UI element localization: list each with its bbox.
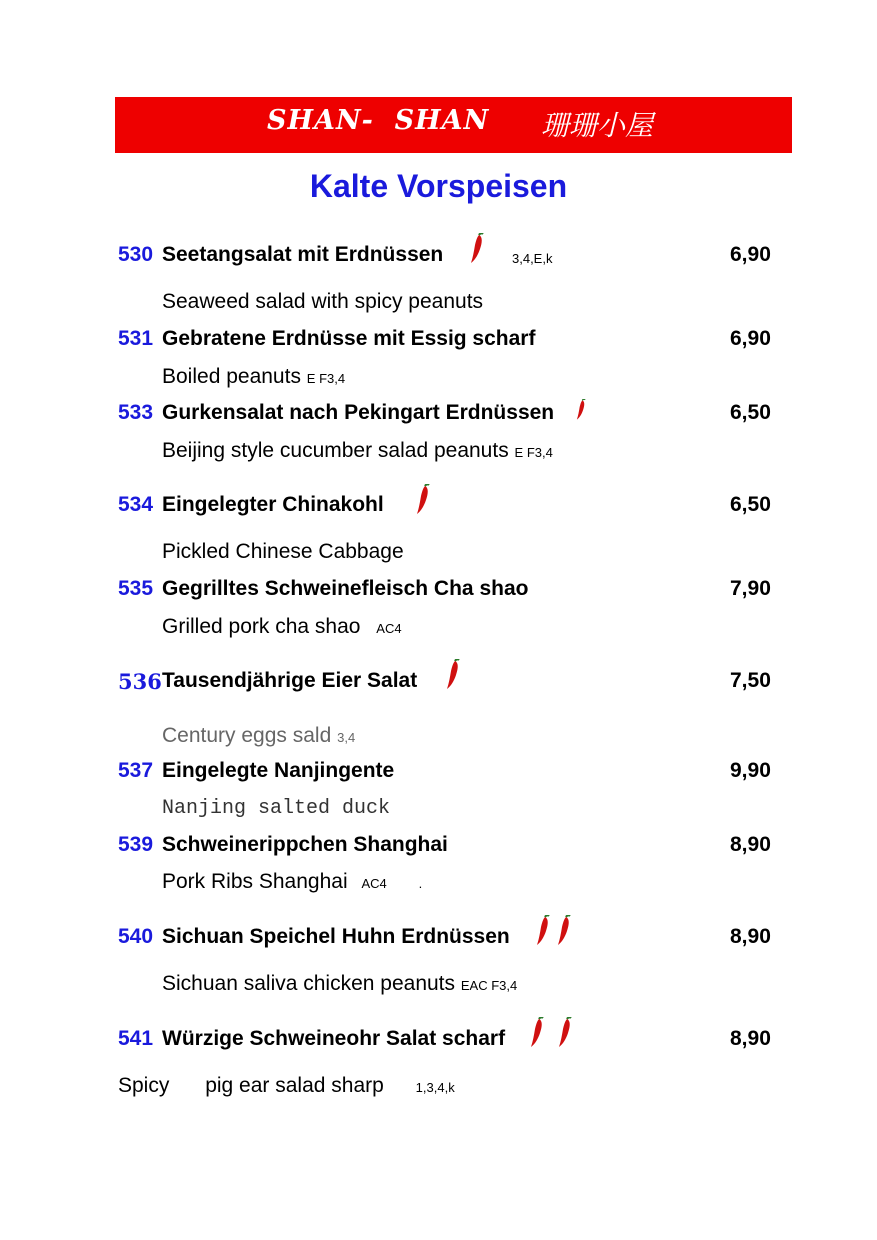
- description-trailing: .: [418, 876, 423, 891]
- item-price: 8,90: [730, 833, 771, 856]
- chili-icon: [574, 399, 588, 421]
- menu-item: [118, 669, 798, 699]
- item-number: 541: [118, 1027, 154, 1050]
- description-allergens: 3,4: [337, 730, 356, 745]
- description-text: pig ear salad sharp: [205, 1074, 384, 1097]
- item-name: Gebratene Erdnüsse mit Essig scharf: [162, 327, 536, 350]
- item-price: 6,90: [730, 243, 771, 266]
- item-number: 537: [118, 759, 154, 782]
- restaurant-name-latin: SHAN- SHAN: [267, 105, 490, 136]
- item-description: [162, 972, 517, 996]
- item-number: 535: [118, 577, 154, 600]
- menu-item: [118, 925, 798, 955]
- item-name: Gegrilltes Schweinefleisch Cha shao: [162, 577, 529, 600]
- description-allergens: E F3,4: [514, 445, 553, 460]
- description-text: Nanjing salted duck: [162, 797, 391, 820]
- menu-item: [118, 833, 798, 863]
- restaurant-name-chinese: 珊珊小屋: [541, 109, 654, 142]
- description-allergens: AC4: [376, 621, 402, 636]
- description-text: Seaweed salad with spicy peanuts: [162, 290, 484, 313]
- item-name: Eingelegte Nanjingente: [162, 759, 395, 782]
- item-price: 8,90: [730, 925, 771, 948]
- description-word-1: Spicy: [118, 1074, 170, 1097]
- chili-icon: [528, 1017, 546, 1049]
- chili-icon: [414, 484, 432, 516]
- item-name: Eingelegter Chinakohl: [162, 493, 384, 516]
- item-price: 6,90: [730, 327, 771, 350]
- menu-item: [118, 577, 798, 607]
- menu-item: [118, 493, 798, 523]
- item-number: 540: [118, 925, 154, 948]
- item-description: [162, 724, 355, 748]
- menu-item: [118, 1027, 798, 1057]
- description-text: Beijing style cucumber salad peanuts: [162, 439, 509, 462]
- description-text: Century eggs sald: [162, 724, 332, 747]
- item-name: Tausendjährige Eier Salat: [162, 669, 418, 692]
- description-text: Pork Ribs Shanghai: [162, 870, 348, 893]
- description-allergens: E F3,4: [306, 371, 346, 386]
- item-number: 533: [118, 401, 154, 424]
- chili-icon: [555, 915, 573, 947]
- section-heading: Kalte Vorspeisen: [309, 168, 568, 204]
- item-number: 531: [118, 327, 154, 350]
- chili-icon: [556, 1017, 574, 1049]
- item-number: 530: [118, 243, 154, 266]
- item-description: [162, 439, 553, 463]
- chili-icon: [534, 915, 552, 947]
- item-number: 536: [118, 669, 162, 694]
- restaurant-banner: [115, 97, 792, 153]
- item-number: 539: [118, 833, 154, 856]
- item-name: Schweinerippchen Shanghai: [162, 833, 448, 856]
- description-text: Sichuan saliva chicken peanuts: [162, 972, 456, 995]
- menu-item: [118, 243, 798, 273]
- item-price: 7,50: [730, 669, 771, 692]
- menu-item: [118, 401, 798, 431]
- item-price: 6,50: [730, 401, 771, 424]
- item-description: [162, 615, 402, 639]
- description-text: Pickled Chinese Cabbage: [162, 540, 404, 563]
- item-description: [162, 540, 404, 564]
- item-price: 7,90: [730, 577, 771, 600]
- description-allergens: AC4: [361, 876, 387, 891]
- item-price: 6,50: [730, 493, 771, 516]
- description-allergens: 1,3,4,k: [415, 1080, 455, 1095]
- menu-item: [118, 327, 798, 357]
- item-description: [162, 290, 483, 314]
- item-allergens: 3,4,E,k: [512, 251, 553, 266]
- item-description: [162, 365, 345, 389]
- item-number: 534: [118, 493, 154, 516]
- item-name: Gurkensalat nach Pekingart Erdnüssen: [162, 401, 555, 424]
- description-text: Boiled peanuts: [162, 365, 301, 388]
- item-description: [118, 1074, 455, 1098]
- item-description: [162, 870, 422, 894]
- item-name: Sichuan Speichel Huhn Erdnüssen: [162, 925, 510, 948]
- item-price: 9,90: [730, 759, 771, 782]
- item-name: Würzige Schweineohr Salat scharf: [162, 1027, 506, 1050]
- chili-icon: [444, 659, 462, 691]
- item-name: Seetangsalat mit Erdnüssen: [162, 243, 444, 266]
- description-allergens: EAC F3,4: [460, 978, 518, 993]
- item-description: [162, 797, 390, 820]
- chili-icon: [468, 233, 486, 265]
- description-text: Grilled pork cha shao: [162, 615, 361, 638]
- item-price: 8,90: [730, 1027, 771, 1050]
- menu-item: [118, 759, 798, 789]
